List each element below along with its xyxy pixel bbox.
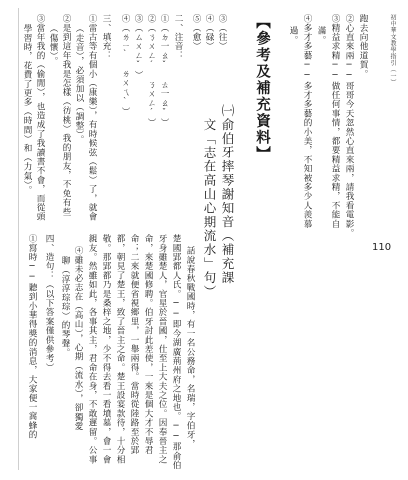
section-heading: 【參考及補充資料】: [254, 14, 271, 163]
text-line: 命；二來就便省視鄉里，一舉兩得。當時從陸路至於郢: [129, 234, 139, 455]
answer-line: （傷懷）。: [48, 24, 58, 66]
answer-line: ③（往）: [217, 14, 227, 51]
answer-line: ④（ㄌㄧˋ ㄌㄨㄟˋ）: [120, 14, 130, 117]
answer-line: ②是到這年我是怎樣（彷桃）我的朋友，不免有些: [61, 14, 71, 217]
answer-line: ①寫時──聽到小華得獎的消息，大家便一窩蜂的: [27, 234, 37, 440]
text-line: 過。: [288, 26, 298, 45]
answer-line: ⑤（愈）: [191, 14, 201, 51]
answer-line: ①雷古等有個小（康樂），有時候弦（鬆）了，就會: [87, 14, 97, 222]
text-line: 滿。: [316, 26, 326, 45]
answer-line: ④（碌）: [204, 14, 214, 51]
article-title-line-2: 文「志在高山心期流水」句）: [202, 118, 217, 299]
column-rule: [18, 8, 19, 470]
text-line: ④多才多藝──多才多藝的小美，不知被多少人羨慕: [302, 14, 312, 229]
text-line: ③精益求精──做任何事情，都要精益求精，不能自: [330, 14, 340, 229]
section-label: 二、注音：: [173, 14, 183, 60]
answer-line: 聊（淳淳琮琮）的琴聲。: [60, 256, 70, 358]
text-line: 命，來楚國修聘。伯牙討此差使，一來是個大才不辱君: [143, 234, 153, 455]
side-header: 初中華文教學指引（一）: [389, 14, 396, 86]
answer-line: ③當年我的（偷閒），也造成了我讀書不會，而從頭: [35, 14, 45, 222]
text-line: ②心直來兩──哥哥今天忽然心直來兩，請我看電影。: [344, 14, 354, 238]
text-line: 跑去向他道賀。: [358, 14, 368, 79]
section-label: 四、造句：（以下答案僅供參考）: [44, 234, 54, 372]
answer-line: ④雖未必志在（高山），心期（流水），卻獨愛: [73, 246, 83, 431]
text-line: 親友。然雖如此，各事其主，君命在身，不敢遲留。公事: [87, 234, 97, 464]
text-line: 都，朝見了楚王，致了晉主之命。楚王設宴款待，十分相: [115, 234, 125, 464]
text-line: 話說春秋戰國時，有一名公務命，名瑞，字伯牙，: [185, 246, 195, 449]
answer-line: （走音），必須加以（調整）。: [74, 24, 84, 145]
section-label: 三、填充：: [101, 14, 111, 60]
text-line: 楚國郢都人氏。──即今湖廣荊州府之地也。──那俞伯: [171, 234, 181, 470]
answer-line: ②（ㄋㄨㄥˊ ㄋㄨㄥˊ）: [146, 14, 156, 128]
article-title-line-1: ㈠俞伯牙摔琴謝知音（補充課: [220, 104, 235, 285]
text-line: 牙身雖楚人，官星於晉國，仕至上大夫之位。因奉晉主之: [157, 234, 167, 464]
text-line: 敬。那郢都乃是桑梓之地，少不得去看一看墳墓，會一會: [101, 234, 111, 464]
answer-line: ①（ㄉ一ㄠˇ ㄊ一ㄠˇ）: [159, 14, 169, 128]
answer-line: 學習時，花費了更多（時間）和（力氣）。: [22, 24, 32, 195]
answer-line: ③（ㄙㄨㄥˇ）: [133, 14, 143, 80]
page-number: 110: [372, 242, 392, 253]
